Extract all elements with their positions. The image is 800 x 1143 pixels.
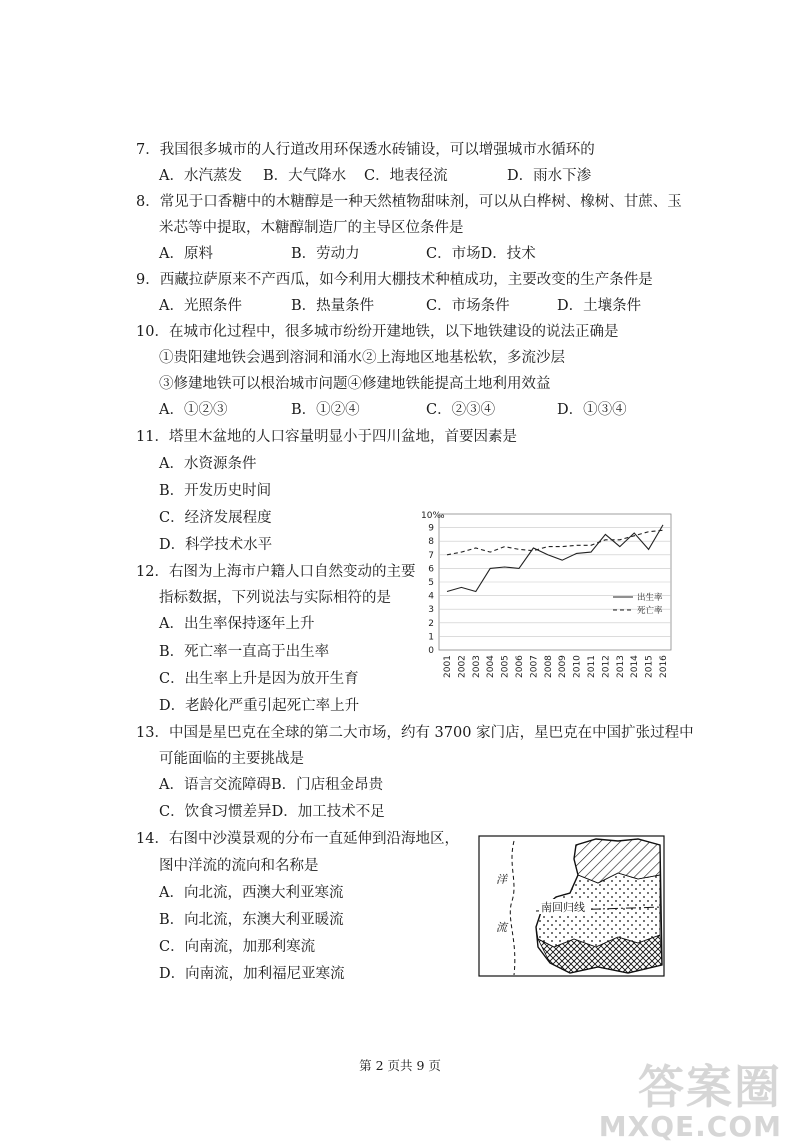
chart-unit-label: 10‰	[421, 511, 445, 521]
y-tick-label: 6	[428, 564, 434, 575]
q9-option-c: C．市场条件	[426, 298, 510, 314]
y-tick-label: 9	[428, 523, 434, 534]
x-tick-label: 2015	[644, 655, 655, 678]
q14-option-d: D．向南流，加利福尼亚寒流	[159, 966, 345, 982]
q14-option-b: B．向北流，东澳大利亚暖流	[159, 912, 344, 928]
y-tick-label: 0	[428, 646, 434, 656]
legend-label: 死亡率	[637, 606, 663, 616]
q7-option-d: D．雨水下渗	[507, 168, 592, 184]
q11-stem: 11．塔里木盆地的人口容量明显小于四川盆地，首要因素是	[136, 429, 517, 445]
q13-option-cd: C．饮食习惯差异D．加工技术不足	[159, 804, 385, 820]
x-tick-label: 2004	[486, 655, 497, 678]
desert-map	[478, 835, 665, 977]
q10-option-b: B．①②④	[291, 402, 360, 418]
q14-stem-line2: 图中洋流的流向和名称是	[159, 858, 319, 874]
x-tick-label: 2012	[601, 655, 612, 678]
q14-option-c: C．向南流，加那利寒流	[159, 939, 316, 955]
q8-option-a: A．原料	[159, 246, 213, 262]
q10-option-a: A．①②③	[159, 402, 228, 418]
x-tick-label: 2013	[615, 655, 626, 678]
q12-option-a: A．出生率保持逐年上升	[159, 616, 315, 632]
y-tick-label: 3	[428, 605, 434, 616]
x-tick-label: 2003	[471, 655, 482, 678]
q7-option-b: B．大气降水	[263, 168, 347, 184]
x-tick-label: 2001	[443, 655, 453, 678]
y-tick-label: 8	[428, 537, 434, 548]
q10-stem: 10．在城市化过程中，很多城市纷纷开建地铁，以下地铁建设的说法正确是	[136, 324, 619, 340]
watermark	[599, 1062, 782, 1142]
q8-option-cd: C．市场D．技术	[426, 246, 536, 262]
watermark-url: MXQE.COM	[598, 1110, 782, 1143]
q10-option-d: D．①③④	[557, 402, 627, 418]
x-tick-label: 2014	[630, 655, 641, 678]
q14-stem-line1: 14．右图中沙漠景观的分布一直延伸到沿海地区，	[136, 831, 459, 847]
q10-option-c: C．②③④	[426, 402, 496, 418]
q11-option-b: B．开发历史时间	[159, 483, 272, 499]
ocean-label-1: 洋	[496, 873, 507, 886]
watermark-logo-text: 答案圈	[638, 1060, 782, 1114]
x-tick-label: 2006	[515, 655, 525, 678]
ocean-label-2: 流	[496, 921, 507, 934]
q13-stem-line1: 13．中国是星巴克在全球的第二大市场，约有 3700 家门店，星巴克在中国扩张过程中	[136, 725, 694, 741]
y-tick-label: 1	[428, 632, 434, 643]
x-tick-label: 2005	[500, 655, 511, 678]
legend-label: 出生率	[637, 593, 663, 603]
q9-option-a: A．光照条件	[159, 298, 242, 314]
q10-statements-3-4: ③修建地铁可以根治城市问题④修建地铁能提高土地利用效益	[159, 376, 551, 392]
x-tick-label: 2002	[457, 655, 468, 678]
q8-stem-line1: 8．常见于口香糖中的木糖醇是一种天然植物甜味剂，可以从白桦树、橡树、甘蔗、玉	[136, 194, 682, 210]
y-tick-label: 4	[428, 591, 434, 602]
x-tick-label: 2008	[543, 655, 554, 678]
q13-option-ab: A．语言交流障碍B．门店租金昂贵	[159, 777, 384, 793]
q12-option-d: D．老龄化严重引起死亡率上升	[159, 698, 360, 714]
q11-option-c: C．经济发展程度	[159, 510, 272, 526]
y-tick-label: 5	[428, 578, 434, 588]
birth-rate-line	[447, 525, 663, 592]
x-tick-label: 2016	[659, 655, 669, 678]
q13-stem-line2: 可能面临的主要挑战是	[159, 751, 304, 767]
page-footer: 第 2 页共 9 页	[359, 1058, 441, 1073]
x-tick-label: 2011	[587, 655, 597, 678]
death-rate-line	[447, 530, 663, 555]
x-tick-label: 2007	[529, 655, 540, 678]
q8-option-b: B．劳动力	[291, 246, 360, 262]
y-tick-label: 2	[428, 618, 434, 629]
q10-statements-1-2: ①贵阳建地铁会遇到溶洞和涌水②上海地区地基松软，多流沙层	[159, 350, 565, 366]
q12-option-b: B．死亡率一直高于出生率	[159, 644, 330, 660]
q11-option-a: A．水资源条件	[159, 456, 257, 472]
population-chart	[415, 508, 677, 688]
x-tick-label: 2010	[572, 655, 583, 678]
q9-option-b: B．热量条件	[291, 298, 375, 314]
q7-stem: 7．我国很多城市的人行道改用环保透水砖铺设，可以增强城市水循环的	[136, 142, 595, 158]
y-tick-label: 7	[428, 550, 434, 561]
q7-option-a: A．水汽蒸发	[159, 168, 242, 184]
q12-stem-line1: 12．右图为上海市户籍人口自然变动的主要	[136, 564, 416, 580]
q11-option-d: D．科学技术水平	[159, 537, 273, 553]
q8-stem-line2: 米芯等中提取，木糖醇制造厂的主导区位条件是	[159, 220, 464, 236]
q14-option-a: A．向北流，西澳大利亚寒流	[159, 885, 344, 901]
q12-option-c: C．出生率上升是因为放开生育	[159, 671, 359, 687]
q7-option-c: C．地表径流	[364, 168, 448, 184]
q12-stem-line2: 指标数据，下列说法与实际相符的是	[159, 590, 391, 606]
q9-option-d: D．土壤条件	[557, 298, 642, 314]
tropic-label: 南回归线	[541, 901, 585, 914]
x-tick-label: 2009	[558, 655, 569, 678]
q9-stem: 9．西藏拉萨原来不产西瓜，如今利用大棚技术种植成功，主要改变的生产条件是	[136, 272, 653, 288]
